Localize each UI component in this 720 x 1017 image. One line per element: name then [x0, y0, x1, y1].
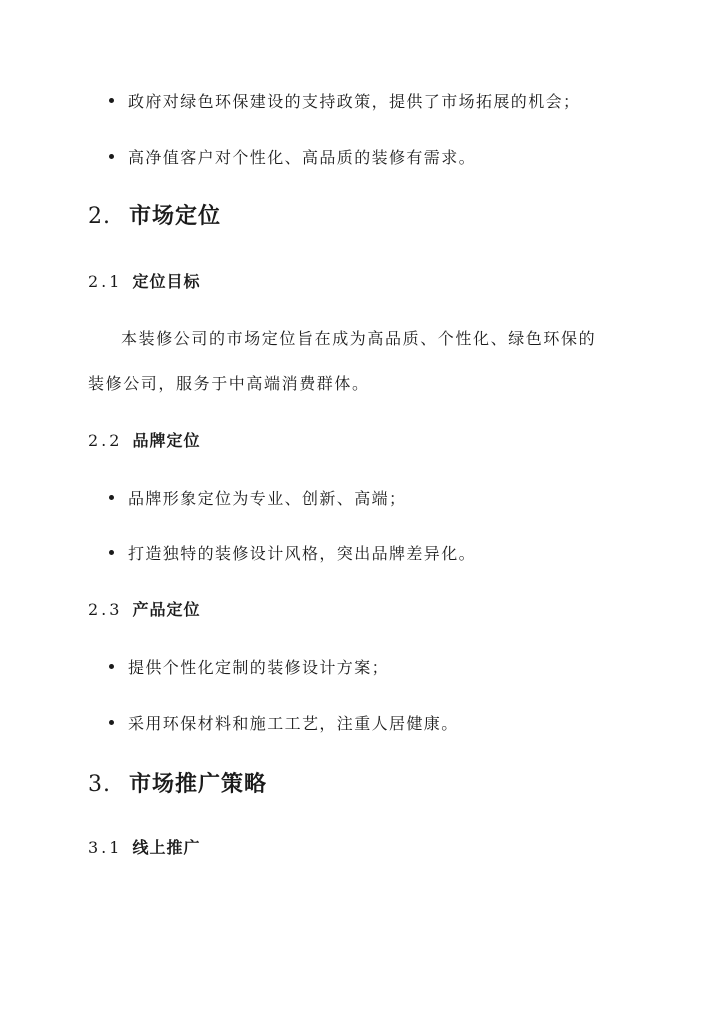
list-item-text: 提供个性化定制的装修设计方案； — [128, 657, 390, 677]
subsection-title: 产品定位 — [132, 600, 201, 619]
list-item — [109, 540, 476, 564]
bullet-icon — [109, 495, 114, 500]
subsection-number: 2.1 — [88, 272, 123, 291]
section-title: 市场定位 — [129, 203, 222, 229]
subsection-number: 2.3 — [88, 600, 123, 619]
section-number: 2. — [88, 204, 111, 229]
subsection-number: 3.1 — [88, 838, 123, 857]
paragraph-line: 本装修公司的市场定位旨在成为高品质、个性化、绿色环保的 — [121, 329, 597, 348]
subsection-heading-2-3 — [88, 597, 200, 620]
subsection-number: 2.2 — [88, 431, 123, 450]
section-heading-2 — [88, 199, 221, 230]
paragraph-line: 装修公司，服务于中高端消费群体。 — [88, 374, 370, 393]
bullet-icon — [109, 550, 114, 555]
section-title: 市场推广策略 — [129, 771, 268, 797]
list-item — [109, 144, 476, 168]
bullet-icon — [109, 664, 114, 669]
section-number: 3. — [88, 772, 111, 797]
bullet-icon — [109, 98, 114, 103]
list-item — [109, 88, 580, 112]
list-item-text: 高净值客户对个性化、高品质的装修有需求。 — [128, 147, 477, 167]
subsection-heading-3-1 — [88, 835, 200, 858]
subsection-title: 定位目标 — [132, 272, 201, 291]
list-item — [109, 654, 389, 678]
list-item-text: 政府对绿色环保建设的支持政策，提供了市场拓展的机会； — [128, 91, 581, 111]
subsection-title: 线上推广 — [132, 838, 201, 857]
subsection-heading-2-1 — [88, 269, 200, 292]
subsection-heading-2-2 — [88, 428, 200, 451]
section-heading-3 — [88, 767, 267, 798]
subsection-title: 品牌定位 — [132, 431, 201, 450]
bullet-icon — [109, 720, 114, 725]
list-item — [109, 710, 459, 734]
bullet-icon — [109, 154, 114, 159]
list-item-text: 品牌形象定位为专业、创新、高端； — [128, 488, 407, 508]
list-item-text: 打造独特的装修设计风格，突出品牌差异化。 — [128, 543, 477, 563]
list-item-text: 采用环保材料和施工工艺，注重人居健康。 — [128, 713, 459, 733]
list-item — [109, 485, 406, 509]
